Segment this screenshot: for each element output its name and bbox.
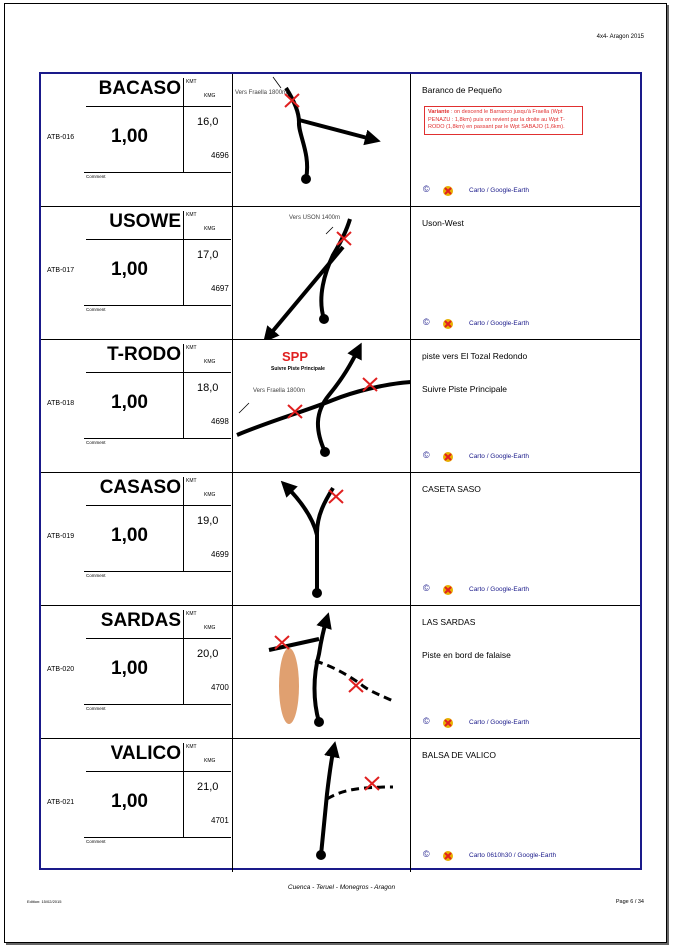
roadbook-row bbox=[41, 473, 640, 606]
tulip-diagram bbox=[233, 739, 411, 872]
track-line bbox=[317, 488, 333, 593]
cross-logo-icon bbox=[442, 318, 455, 330]
comment-label: Comment bbox=[86, 839, 106, 844]
cross-logo-icon bbox=[442, 185, 455, 197]
roadbook-row bbox=[41, 606, 640, 739]
variante-label: Variante bbox=[428, 109, 450, 115]
comment-label: Comment bbox=[86, 174, 106, 179]
partial-distance: 1,00 bbox=[111, 525, 148, 546]
tulip-diagram bbox=[233, 207, 411, 339]
kmt-label: KMT bbox=[186, 345, 197, 351]
kmg-label: KMG bbox=[204, 758, 216, 764]
comment-label: Comment bbox=[86, 706, 106, 711]
kmg-label: KMG bbox=[204, 492, 216, 498]
start-dot bbox=[312, 588, 322, 598]
start-dot bbox=[314, 717, 324, 727]
kmt-label: KMT bbox=[186, 611, 197, 617]
partial-distance: 1,00 bbox=[111, 126, 148, 147]
waypoint-name: SARDAS bbox=[100, 610, 181, 631]
roadbook-table bbox=[39, 72, 642, 870]
cross-logo-icon bbox=[442, 717, 455, 729]
sketch-note: Vers USON 1400m bbox=[289, 215, 341, 221]
kmg-value: 4698 bbox=[211, 417, 229, 426]
description-cell bbox=[411, 606, 640, 738]
comment-label: Comment bbox=[86, 440, 106, 445]
kmt-value: 19,0 bbox=[197, 515, 219, 527]
copyright-icon: © bbox=[423, 583, 430, 593]
tulip-diagram bbox=[233, 473, 411, 605]
kmg-value: 4700 bbox=[211, 683, 229, 692]
description-cell bbox=[411, 739, 640, 872]
cliff-area bbox=[279, 648, 299, 724]
kmt-value: 16,0 bbox=[197, 116, 219, 128]
tulip-diagram bbox=[233, 74, 411, 206]
waypoint-name: CASASO bbox=[99, 477, 181, 498]
copyright-icon: © bbox=[423, 317, 430, 327]
copyright-icon: © bbox=[423, 450, 430, 460]
variante-box bbox=[424, 106, 583, 135]
direction-arrow bbox=[299, 120, 375, 140]
waypoint-id: ATB-021 bbox=[47, 799, 75, 806]
copyright-icon: © bbox=[423, 716, 430, 726]
kmt-value: 20,0 bbox=[197, 648, 219, 660]
kmt-value: 17,0 bbox=[197, 249, 219, 261]
kmt-label: KMT bbox=[186, 212, 197, 218]
start-dot bbox=[301, 174, 311, 184]
roadbook-row bbox=[41, 739, 640, 872]
waypoint-cell bbox=[41, 606, 233, 738]
sketch-note: Vers Fraella 1800m bbox=[253, 388, 306, 394]
waypoint-name: USOWE bbox=[109, 211, 181, 232]
description-detail: Suivre Piste Principale bbox=[422, 384, 508, 394]
description-title: Baranco de Pequeño bbox=[422, 85, 502, 95]
description-detail: Piste en bord de falaise bbox=[422, 650, 511, 660]
description-cell bbox=[411, 473, 640, 605]
waypoint-cell bbox=[41, 340, 233, 472]
partial-distance: 1,00 bbox=[111, 259, 148, 280]
waypoint-cell bbox=[41, 473, 233, 605]
description-cell bbox=[411, 340, 640, 472]
partial-distance: 1,00 bbox=[111, 658, 148, 679]
credit-text: Carto 0610h30 / Google-Earth bbox=[469, 852, 557, 859]
description-cell bbox=[411, 207, 640, 339]
tulip-diagram bbox=[233, 340, 411, 472]
tulip-diagram bbox=[233, 606, 411, 738]
kmt-value: 21,0 bbox=[197, 781, 219, 793]
comment-label: Comment bbox=[86, 307, 106, 312]
waypoint-cell bbox=[41, 207, 233, 339]
direction-arrow bbox=[267, 247, 343, 338]
spp-sublabel: Suivre Piste Principale bbox=[271, 366, 325, 372]
roadbook-row bbox=[41, 207, 640, 340]
direction-arrow bbox=[285, 485, 317, 535]
cross-logo-icon bbox=[442, 451, 455, 463]
spp-label: SPP bbox=[282, 349, 309, 364]
roadbook-row bbox=[41, 74, 640, 207]
waypoint-name: VALICO bbox=[110, 743, 181, 764]
footer-edition: Edition: 15/02/2015 bbox=[27, 899, 62, 904]
page bbox=[4, 3, 667, 943]
dashed-track bbox=[315, 661, 393, 701]
comment-label: Comment bbox=[86, 573, 106, 578]
direction-arrow bbox=[321, 747, 334, 855]
kmg-label: KMG bbox=[204, 359, 216, 365]
waypoint-id: ATB-018 bbox=[47, 400, 75, 407]
waypoint-id: ATB-017 bbox=[47, 267, 75, 274]
credit-text: Carto / Google-Earth bbox=[469, 453, 529, 460]
waypoint-cell bbox=[41, 739, 233, 872]
description-cell bbox=[411, 74, 640, 206]
start-dot bbox=[316, 850, 326, 860]
credit-text: Carto / Google-Earth bbox=[469, 719, 529, 726]
start-dot bbox=[319, 314, 329, 324]
cross-mark bbox=[329, 490, 343, 503]
kmt-label: KMT bbox=[186, 744, 197, 750]
kmg-label: KMG bbox=[204, 226, 216, 232]
waypoint-name: BACASO bbox=[98, 78, 181, 99]
waypoint-id: ATB-016 bbox=[47, 134, 75, 141]
kmg-label: KMG bbox=[204, 625, 216, 631]
kmt-label: KMT bbox=[186, 79, 197, 85]
sketch-note: Vers Fraella 1800m bbox=[235, 90, 288, 96]
cross-logo-icon bbox=[442, 584, 455, 596]
partial-distance: 1,00 bbox=[111, 791, 148, 812]
kmg-label: KMG bbox=[204, 93, 216, 99]
roadbook-row bbox=[41, 340, 640, 473]
direction-arrow bbox=[315, 618, 328, 722]
credit-text: Carto / Google-Earth bbox=[469, 586, 529, 593]
credit-text: Carto / Google-Earth bbox=[469, 187, 529, 194]
kmg-value: 4701 bbox=[211, 816, 229, 825]
copyright-icon: © bbox=[423, 849, 430, 859]
description-title: BALSA DE VALICO bbox=[422, 750, 497, 760]
description-title: CASETA SASO bbox=[422, 484, 481, 494]
kmg-value: 4699 bbox=[211, 550, 229, 559]
partial-distance: 1,00 bbox=[111, 392, 148, 413]
page-number: Page 6 / 34 bbox=[615, 899, 644, 905]
track-line bbox=[286, 88, 307, 179]
waypoint-id: ATB-019 bbox=[47, 533, 75, 540]
start-dot bbox=[320, 447, 330, 457]
variante-text: : on descend le Barranco jusqu'à Fraella (Wpt PENAZU : 1,8km) puis on revient par la droite au Wpt T-RODO (1,8km) en passant par le Wpt SABAJO (1,6km). bbox=[428, 109, 565, 130]
kmt-value: 18,0 bbox=[197, 382, 219, 394]
footer-title: Cuenca - Teruel - Monegros - Aragon bbox=[287, 884, 396, 891]
kmt-label: KMT bbox=[186, 478, 197, 484]
header-title: 4x4- Aragon 2015 bbox=[596, 34, 644, 40]
cross-logo-icon bbox=[442, 850, 455, 862]
description-title: Uson-West bbox=[422, 218, 464, 228]
description-title: LAS SARDAS bbox=[422, 617, 476, 627]
description-title: piste vers El Tozal Redondo bbox=[422, 351, 528, 361]
waypoint-name: T-RODO bbox=[107, 344, 181, 365]
copyright-icon: © bbox=[423, 184, 430, 194]
credit-text: Carto / Google-Earth bbox=[469, 320, 529, 327]
kmg-value: 4696 bbox=[211, 151, 229, 160]
waypoint-id: ATB-020 bbox=[47, 666, 75, 673]
dashed-track bbox=[327, 787, 393, 799]
waypoint-cell bbox=[41, 74, 233, 206]
kmg-value: 4697 bbox=[211, 284, 229, 293]
